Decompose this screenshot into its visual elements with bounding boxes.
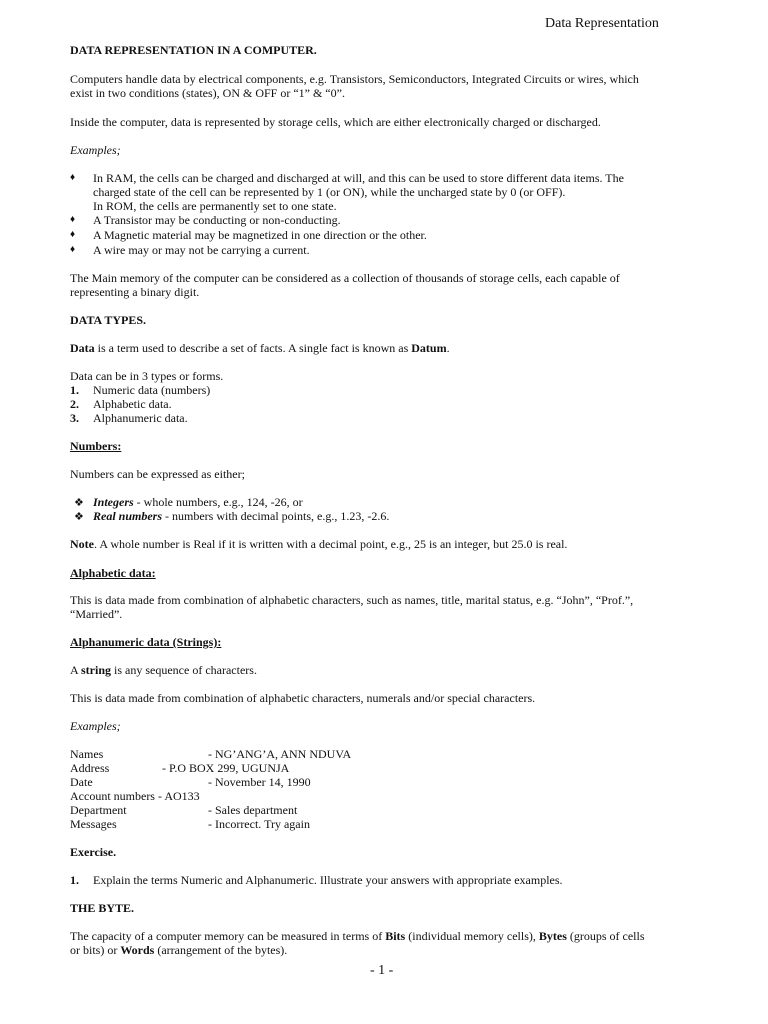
term-bits: Bits — [385, 929, 406, 943]
diamond-bullet-icon — [70, 243, 75, 257]
ornament-bullet-icon — [74, 509, 84, 524]
heading-numbers: Numbers: — [70, 439, 122, 453]
example-key: Department — [70, 803, 127, 817]
examples-label: Examples; — [70, 143, 121, 157]
paragraph: This is data made from combination of alphabetic characters, numerals and/or special characters. — [70, 691, 536, 705]
paragraph-line: The Main memory of the computer can be considered as a collection of thousands of storage cells, each capable of — [70, 271, 620, 285]
text: . — [446, 341, 450, 355]
text: is any sequence of characters. — [111, 663, 257, 677]
string-definition — [70, 663, 257, 677]
text: The capacity of a computer memory can be measured in terms of — [70, 929, 386, 943]
paragraph: Numbers can be expressed as either; — [70, 467, 245, 481]
list-item: Numeric data (numbers) — [93, 383, 211, 397]
paragraph-line: “Married”. — [70, 607, 123, 621]
heading-alphanumeric-data: Alphanumeric data (Strings): — [70, 635, 222, 649]
note-label: Note — [70, 537, 94, 551]
text: or bits) or — [70, 943, 121, 957]
term-real-numbers: Real numbers — [93, 509, 163, 523]
term-words: Words — [120, 943, 155, 957]
heading-alphabetic-data: Alphabetic data: — [70, 566, 156, 580]
paragraph: Inside the computer, data is represented by storage cells, which are either electronically charged or discharged. — [70, 115, 601, 129]
example-value: - P.O BOX 299, UGUNJA — [162, 761, 290, 775]
example-key: Messages — [70, 817, 117, 831]
list-item: Alphabetic data. — [93, 397, 172, 411]
example-key: Address — [70, 761, 110, 775]
text: is a term used to describe a set of facts. A single fact is known as — [94, 341, 412, 355]
paragraph-line: representing a binary digit. — [70, 285, 200, 299]
list-number: 2. — [70, 397, 79, 411]
heading-data-types: DATA TYPES. — [70, 313, 147, 327]
list-number: 3. — [70, 411, 79, 425]
text: A — [70, 663, 82, 677]
paragraph-line: Computers handle data by electrical components, e.g. Transistors, Semiconductors, Integrated Circuits or wires, which — [70, 72, 639, 86]
ornament-bullet-icon — [74, 495, 84, 510]
bullet-text: charged state of the cell can be represented by 1 (or ON), while the uncharged state by 0 (or OFF). — [93, 185, 566, 199]
list-number: 1. — [70, 383, 79, 397]
example-key: Date — [70, 775, 93, 789]
text: - numbers with decimal points, e.g., 1.23, -2.6. — [162, 509, 390, 523]
list-item: Alphanumeric data. — [93, 411, 188, 425]
example-key: Account numbers - AO133 — [70, 789, 200, 803]
text: . A whole number is Real if it is written with a decimal point, e.g., 25 is an integer, but 25.0 is real. — [94, 537, 568, 551]
term-datum: Datum — [411, 341, 447, 355]
bullet-text: A wire may or may not be carrying a current. — [93, 243, 310, 257]
text: (individual memory cells), — [405, 929, 539, 943]
examples-label: Examples; — [70, 719, 121, 733]
bullet-text — [93, 509, 389, 523]
text: - whole numbers, e.g., 124, -26, or — [133, 495, 303, 509]
bullet-text: A Transistor may be conducting or non-conducting. — [93, 213, 341, 227]
paragraph-line: This is data made from combination of alphabetic characters, such as names, title, marital status, e.g. “John”, “Prof.”, — [70, 593, 634, 607]
bullet-text: In RAM, the cells can be charged and discharged at will, and this can be used to store different data items. The — [93, 171, 624, 185]
bullet-text: A Magnetic material may be magnetized in one direction or the other. — [93, 228, 427, 242]
exercise-question: Explain the terms Numeric and Alphanumeric. Illustrate your answers with appropriate examples. — [93, 873, 563, 887]
example-key: Names — [70, 747, 104, 761]
page-number: - 1 - — [370, 963, 394, 978]
example-value: - NG’ANG’A, ANN NDUVA — [208, 747, 352, 761]
heading-data-representation: DATA REPRESENTATION IN A COMPUTER. — [70, 43, 317, 57]
example-value: - November 14, 1990 — [208, 775, 311, 789]
text: (arrangement of the bytes). — [154, 943, 288, 957]
datum-definition — [70, 341, 450, 355]
term-string: string — [81, 663, 112, 677]
example-value: - Sales department — [208, 803, 298, 817]
paragraph: Data can be in 3 types or forms. — [70, 369, 224, 383]
list-number: 1. — [70, 873, 79, 887]
diamond-bullet-icon — [70, 171, 75, 185]
bullet-text: In ROM, the cells are permanently set to one state. — [93, 199, 337, 213]
heading-exercise: Exercise. — [70, 845, 117, 859]
text: (groups of cells — [566, 929, 645, 943]
paragraph-line — [70, 943, 287, 957]
heading-the-byte: THE BYTE. — [70, 901, 135, 915]
note — [70, 537, 567, 551]
term-integers: Integers — [93, 495, 134, 509]
example-value: - Incorrect. Try again — [208, 817, 310, 831]
running-header: Data Representation — [545, 16, 659, 31]
diamond-bullet-icon — [70, 213, 75, 227]
paragraph-line: exist in two conditions (states), ON & OFF or “1” & “0”. — [70, 86, 345, 100]
paragraph-line — [70, 929, 645, 943]
diamond-bullet-icon — [70, 228, 75, 242]
bullet-text — [93, 495, 303, 509]
term-data: Data — [70, 341, 95, 355]
term-bytes: Bytes — [538, 929, 567, 943]
